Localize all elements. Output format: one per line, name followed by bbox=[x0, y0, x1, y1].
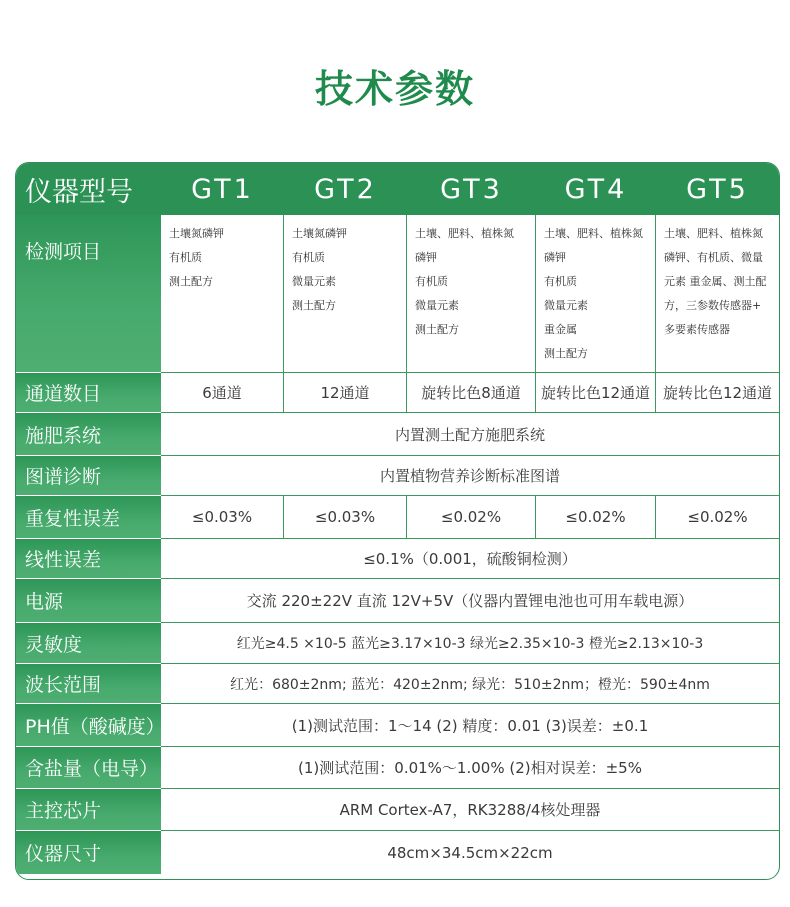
list-item: 微量元素 bbox=[292, 275, 336, 288]
list-item: 元素 重金属、测土配 bbox=[664, 275, 767, 288]
model-gt1: GT1 bbox=[161, 163, 284, 215]
row-label-wave: 波长范围 bbox=[16, 664, 161, 704]
list-item: 磷钾 bbox=[415, 251, 437, 264]
row-label-repeat: 重复性误差 bbox=[16, 496, 161, 539]
list-item: 有机质 bbox=[544, 275, 577, 288]
repeat-cell: ≤0.02% bbox=[656, 496, 779, 539]
channels-cell: 旋转比色12通道 bbox=[656, 373, 779, 413]
fert-cell: 内置测土配方施肥系统 bbox=[161, 413, 779, 456]
model-gt3: GT3 bbox=[407, 163, 536, 215]
salt-cell: (1)测试范围：0.01%～1.00% (2)相对误差：±5% bbox=[161, 747, 779, 789]
items-cell bbox=[656, 215, 779, 373]
channels-cell: 6通道 bbox=[161, 373, 284, 413]
list-item: 微量元素 bbox=[415, 299, 459, 312]
sens-cell: 红光≥4.5 ×10-5 蓝光≥3.17×10-3 绿光≥2.35×10-3 橙光≥2.13×10-3 bbox=[161, 623, 779, 664]
model-header-label: 仪器型号 bbox=[16, 163, 161, 215]
repeat-cell: ≤0.02% bbox=[407, 496, 536, 539]
row-label-channels: 通道数目 bbox=[16, 373, 161, 413]
row-label-items: 检测项目 bbox=[16, 215, 161, 373]
row-label-chip: 主控芯片 bbox=[16, 789, 161, 831]
row-label-ph: PH值（酸碱度） bbox=[16, 704, 161, 747]
repeat-cell: ≤0.03% bbox=[284, 496, 407, 539]
list-item: 土壤、肥料、植株氮 bbox=[415, 227, 514, 240]
list-item: 土壤、肥料、植株氮 bbox=[664, 227, 763, 240]
list-item: 土壤氮磷钾 bbox=[292, 227, 347, 240]
wave-cell: 红光：680±2nm; 蓝光：420±2nm; 绿光：510±2nm；橙光：590±4nm bbox=[161, 664, 779, 704]
row-label-power: 电源 bbox=[16, 579, 161, 623]
channels-cell: 12通道 bbox=[284, 373, 407, 413]
row-label-size: 仪器尺寸 bbox=[16, 831, 161, 874]
power-cell: 交流 220±22V 直流 12V+5V（仪器内置锂电池也可用车载电源） bbox=[161, 579, 779, 623]
repeat-cell: ≤0.02% bbox=[536, 496, 656, 539]
list-item: 土壤氮磷钾 bbox=[169, 227, 224, 240]
items-cell bbox=[161, 215, 284, 373]
diag-cell: 内置植物营养诊断标准图谱 bbox=[161, 456, 779, 496]
list-item: 磷钾 bbox=[544, 251, 566, 264]
list-item: 微量元素 bbox=[544, 299, 588, 312]
model-gt5: GT5 bbox=[656, 163, 779, 215]
size-cell: 48cm×34.5cm×22cm bbox=[387, 843, 553, 862]
list-item: 测土配方 bbox=[292, 299, 336, 312]
linear-cell: ≤0.1%（0.001，硫酸铜检测） bbox=[161, 539, 779, 579]
row-label-linear: 线性误差 bbox=[16, 539, 161, 579]
channels-cell: 旋转比色12通道 bbox=[536, 373, 656, 413]
items-cell bbox=[536, 215, 656, 373]
list-item: 测土配方 bbox=[544, 347, 588, 360]
list-item: 重金属 bbox=[544, 323, 577, 336]
repeat-cell: ≤0.03% bbox=[161, 496, 284, 539]
row-label-salt: 含盐量（电导） bbox=[16, 747, 161, 789]
list-item: 多要素传感器 bbox=[664, 323, 730, 336]
items-cell bbox=[407, 215, 536, 373]
chip-cell: ARM Cortex-A7，RK3288/4核处理器 bbox=[161, 789, 779, 831]
row-label-fert: 施肥系统 bbox=[16, 413, 161, 456]
row-label-diag: 图谱诊断 bbox=[16, 456, 161, 496]
items-cell bbox=[284, 215, 407, 373]
row-label-sens: 灵敏度 bbox=[16, 623, 161, 664]
list-item: 土壤、肥料、植株氮 bbox=[544, 227, 643, 240]
spec-table bbox=[15, 162, 780, 880]
list-item: 有机质 bbox=[415, 275, 448, 288]
ph-cell: (1)测试范围：1～14 (2) 精度：0.01 (3)误差：±0.1 bbox=[161, 704, 779, 747]
list-item: 磷钾、有机质、微量 bbox=[664, 251, 763, 264]
page-title: 技术参数 bbox=[314, 67, 475, 111]
list-item: 方，三参数传感器+ bbox=[664, 299, 762, 312]
channels-cell: 旋转比色8通道 bbox=[407, 373, 536, 413]
list-item: 测土配方 bbox=[169, 275, 213, 288]
list-item: 有机质 bbox=[292, 251, 325, 264]
model-gt2: GT2 bbox=[284, 163, 407, 215]
list-item: 测土配方 bbox=[415, 323, 459, 336]
model-gt4: GT4 bbox=[536, 163, 656, 215]
list-item: 有机质 bbox=[169, 251, 202, 264]
